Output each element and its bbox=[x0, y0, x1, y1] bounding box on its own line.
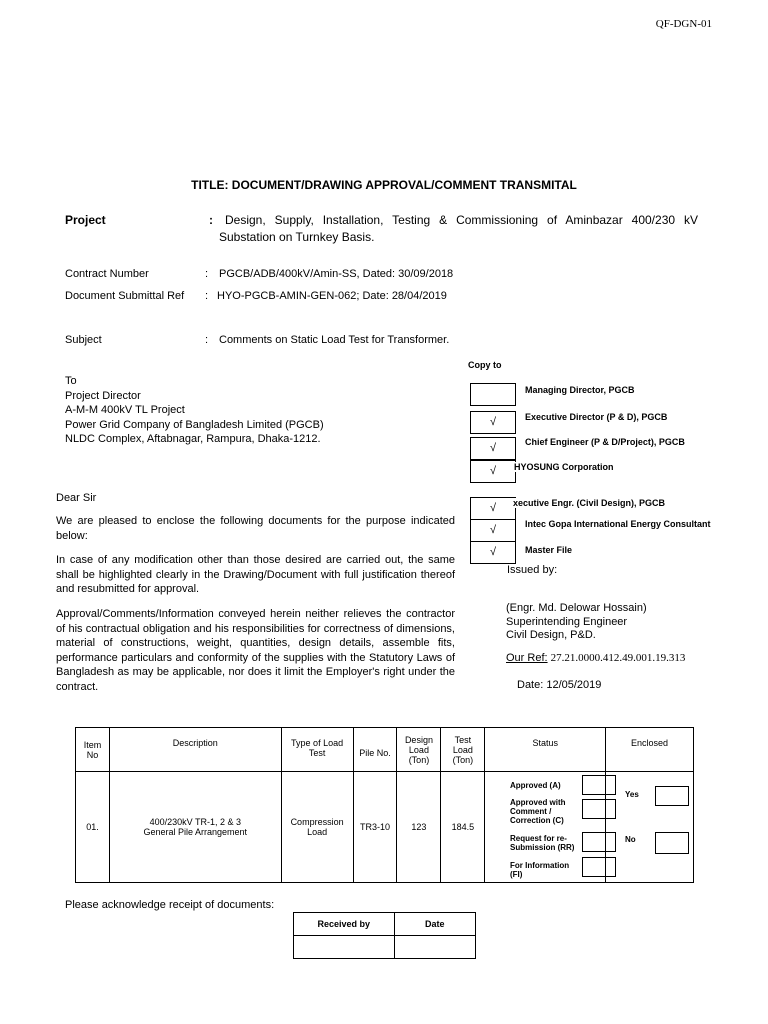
issued-date: Date: 12/05/2019 bbox=[517, 679, 602, 691]
contract-number-value: PGCB/ADB/400kV/Amin-SS, Dated: 30/09/2018 bbox=[219, 268, 454, 280]
received-by-header: Received by bbox=[294, 913, 395, 936]
issued-by-label: Issued by: bbox=[507, 564, 558, 576]
copy-to-item: Master File bbox=[525, 545, 573, 555]
copy-to-heading: Copy to bbox=[468, 360, 502, 370]
status-option-label: For Information (FI) bbox=[510, 861, 570, 879]
status-approved-checkbox[interactable] bbox=[582, 775, 616, 795]
address-line: Power Grid Company of Bangladesh Limited (PGCB) bbox=[65, 418, 324, 431]
status-option-label: Request for re- Submission (RR) bbox=[510, 834, 575, 852]
copy-checkbox[interactable]: √ bbox=[470, 497, 516, 520]
header-design-load: Design Load (Ton) bbox=[397, 728, 441, 772]
project-description-line1: Design, Supply, Installation, Testing & Commissioning of Aminbazar 400/230 kV bbox=[225, 213, 698, 227]
status-option-label: Approved with Comment / Correction (C) bbox=[510, 798, 566, 825]
paragraph: Approval/Comments/Information conveyed herein neither relieves the contractor of his contractual obligation and his responsibilities for correctness of dimensions, material of constructions, weight, quantities, design details, assemble fits, performance particulars and conformity of the supplies with the Statutory Laws of Bangladesh as may be applicable, nor does it limit the Employer's right under the contract. bbox=[56, 608, 455, 693]
issuer-block bbox=[506, 602, 647, 643]
enclosed-no-label: No bbox=[625, 835, 636, 844]
copy-to-item: xecutive Engr. (Civil Design), PGCB bbox=[513, 498, 666, 508]
field-colon: : bbox=[205, 268, 209, 280]
header-load-type: Type of Load Test bbox=[281, 728, 353, 772]
copy-to-item: HYOSUNG Corporation bbox=[514, 462, 614, 472]
table-header-row bbox=[76, 728, 694, 772]
field-colon: : bbox=[205, 334, 209, 346]
paragraph: We are pleased to enclose the following documents for the purpose indicated below: bbox=[56, 515, 455, 542]
status-resubmission-checkbox[interactable] bbox=[582, 832, 616, 852]
document-title: TITLE: DOCUMENT/DRAWING APPROVAL/COMMENT TRANSMITAL bbox=[191, 178, 577, 192]
copy-to-item: Intec Gopa International Energy Consultant bbox=[525, 519, 711, 529]
enclosed-yes-label: Yes bbox=[625, 790, 639, 799]
address-line: A-M-M 400kV TL Project bbox=[65, 404, 185, 416]
project-description-line2: Substation on Turnkey Basis. bbox=[219, 230, 375, 244]
project-label: Project bbox=[65, 213, 106, 227]
submittal-ref-label: Document Submittal Ref bbox=[65, 290, 185, 302]
copy-checkbox[interactable]: √ bbox=[470, 460, 516, 483]
received-by-field[interactable] bbox=[294, 936, 395, 959]
copy-checkbox[interactable]: √ bbox=[470, 519, 516, 542]
our-ref bbox=[506, 652, 685, 664]
header-description: Description bbox=[109, 728, 281, 772]
issuer-designation: Superintending Engineer bbox=[506, 615, 628, 628]
project-colon: : bbox=[209, 213, 213, 227]
address-line: To bbox=[65, 375, 77, 387]
subject-label: Subject bbox=[65, 334, 102, 346]
address-block bbox=[65, 374, 324, 447]
copy-to-item: Executive Director (P & D), PGCB bbox=[525, 412, 668, 422]
copy-checkbox[interactable]: √ bbox=[470, 411, 516, 434]
enclosed-yes-checkbox[interactable] bbox=[655, 786, 689, 806]
status-option-label: Approved (A) bbox=[510, 781, 561, 790]
header-pile-no: Pile No. bbox=[353, 728, 397, 772]
address-line: Project Director bbox=[65, 389, 141, 402]
cell-pile-no: TR3-10 bbox=[353, 772, 397, 883]
copy-to-item: Chief Engineer (P & D/Project), PGCB bbox=[525, 437, 685, 447]
copy-checkbox[interactable]: √ bbox=[470, 437, 516, 460]
cell-test-load: 184.5 bbox=[441, 772, 485, 883]
receipt-table bbox=[293, 912, 476, 959]
enclosed-no-checkbox[interactable] bbox=[655, 832, 689, 854]
copy-checkbox[interactable]: √ bbox=[470, 541, 516, 564]
header-item: Item No bbox=[76, 728, 110, 772]
cell-description: 400/230kV TR-1, 2 & 3 General Pile Arrangement bbox=[109, 772, 281, 883]
cell-load-type: Compression Load bbox=[281, 772, 353, 883]
header-test-load: Test Load (Ton) bbox=[441, 728, 485, 772]
header-enclosed: Enclosed bbox=[606, 728, 694, 772]
our-ref-label: Our Ref: bbox=[506, 652, 548, 664]
copy-checkbox[interactable] bbox=[470, 383, 516, 406]
paragraph: In case of any modification other than those desired are carried out, the same shall be highlighted clearly in the Drawing/Document with full justification thereof and resubmitted for approval. bbox=[56, 554, 455, 595]
cell-design-load: 123 bbox=[397, 772, 441, 883]
header-status: Status bbox=[485, 728, 606, 772]
salutation: Dear Sir bbox=[56, 492, 97, 504]
issuer-name: (Engr. Md. Delowar Hossain) bbox=[506, 602, 647, 614]
issuer-department: Civil Design, P&D. bbox=[506, 629, 596, 641]
cell-item: 01. bbox=[76, 772, 110, 883]
status-approved-with-comment-checkbox[interactable] bbox=[582, 799, 616, 819]
copy-to-item: Managing Director, PGCB bbox=[525, 385, 635, 395]
status-information-checkbox[interactable] bbox=[582, 857, 616, 877]
subject-value: Comments on Static Load Test for Transformer. bbox=[219, 334, 450, 346]
our-ref-value: 27.21.0000.412.49.001.19.313 bbox=[550, 652, 686, 664]
form-code: QF-DGN-01 bbox=[655, 18, 712, 30]
address-line: NLDC Complex, Aftabnagar, Rampura, Dhaka-1212. bbox=[65, 433, 321, 445]
acknowledge-text: Please acknowledge receipt of documents: bbox=[65, 899, 275, 911]
field-colon: : bbox=[205, 290, 209, 302]
submittal-ref-value: HYO-PGCB-AMIN-GEN-062; Date: 28/04/2019 bbox=[217, 290, 447, 302]
date-field[interactable] bbox=[394, 936, 476, 959]
date-header: Date bbox=[394, 913, 476, 936]
contract-number-label: Contract Number bbox=[65, 268, 149, 280]
